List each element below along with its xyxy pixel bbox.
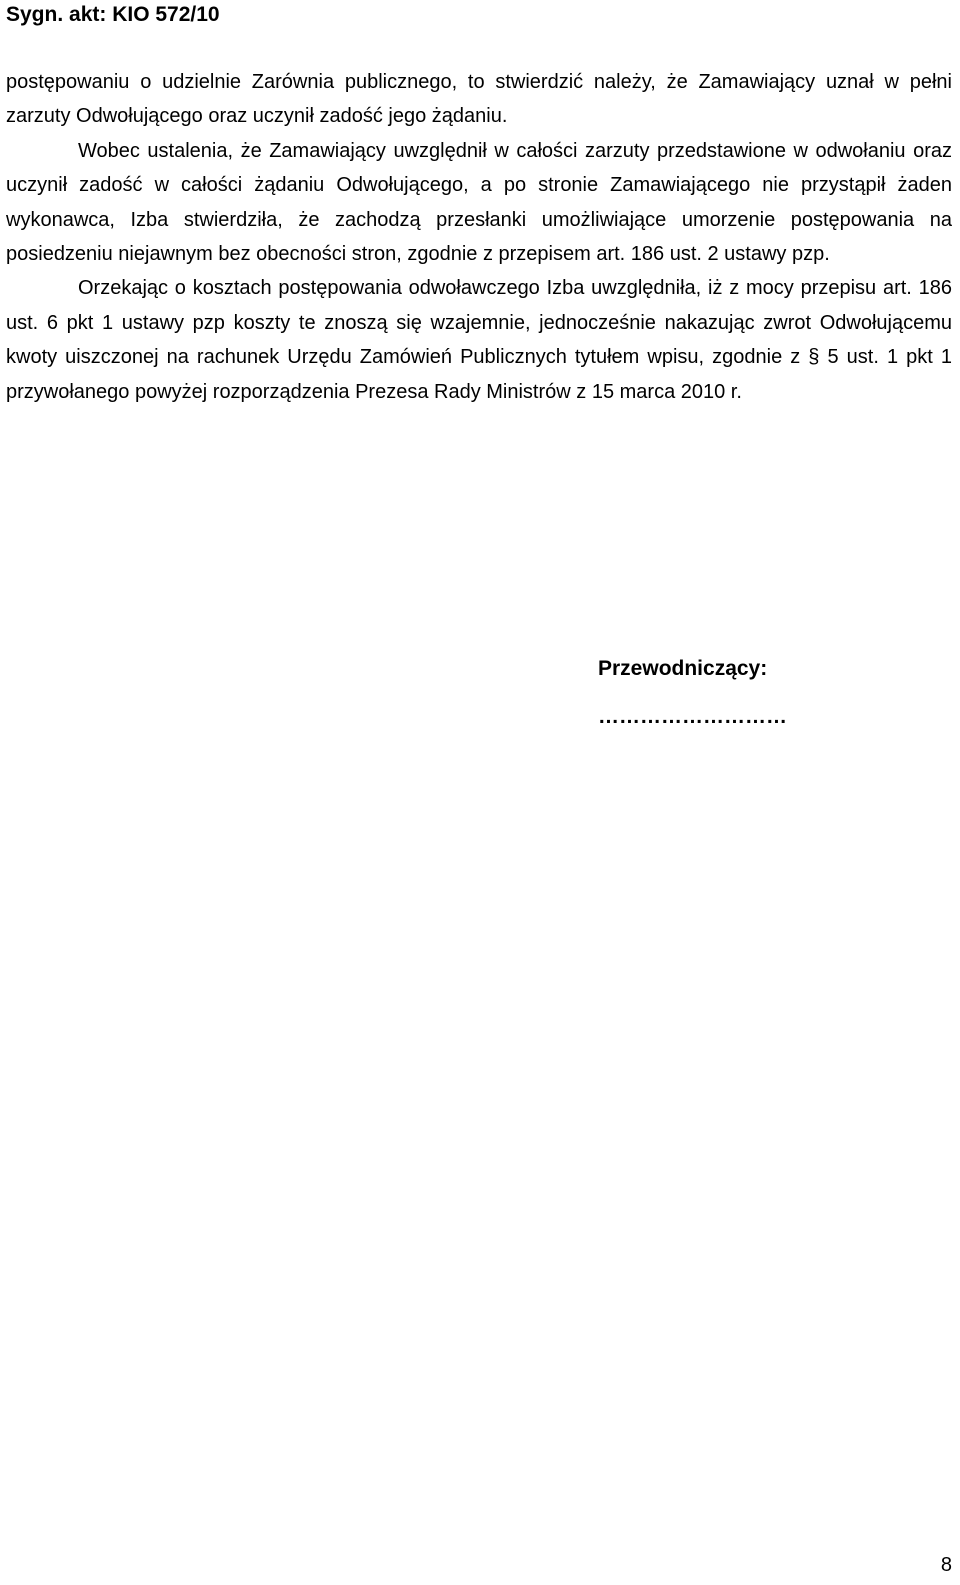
case-reference: Sygn. akt: KIO 572/10 — [6, 3, 220, 26]
paragraph-discontinuation: Wobec ustalenia, że Zamawiający uwzględnił w całości zarzuty przedstawione w odwołaniu oraz uczynił zadość w całości żądaniu Odwołującego, a po stronie Zamawiającego nie przystąpił żaden wykonawca, Izba stwierdziła, że zachodzą przesłanki umożliwiające umorzenie postępowania na posiedzeniu niejawnym bez obecności stron, zgodnie z przepisem art. 186 ust. 2 ustawy pzp. — [6, 139, 952, 266]
paragraph-continuation: postępowaniu o udzielnie Zarównia publicznego, to stwierdzić należy, że Zamawiający uznał w pełni zarzuty Odwołującego oraz uczynił zadość jego żądaniu. — [6, 71, 952, 128]
paragraph-costs: Orzekając o kosztach postępowania odwoławczego Izba uwzględniła, iż z mocy przepisu art. 186 ust. 6 pkt 1 ustawy pzp koszty te znoszą się wzajemnie, jednocześnie nakazując zwrot Odwołującemu kwoty uiszczonej na rachunek Urzędu Zamówień Publicznych tytułem wpisu, zgodnie z § 5 ust. 1 pkt 1 przywołanego powyżej rozporządzenia Prezesa Rady Ministrów z 15 marca 2010 r. — [6, 277, 952, 403]
document-body — [6, 65, 952, 409]
signature-title: Przewodniczący: — [598, 657, 768, 680]
page-number: 8 — [940, 1554, 952, 1576]
signature-line: ……………………… — [598, 705, 787, 728]
